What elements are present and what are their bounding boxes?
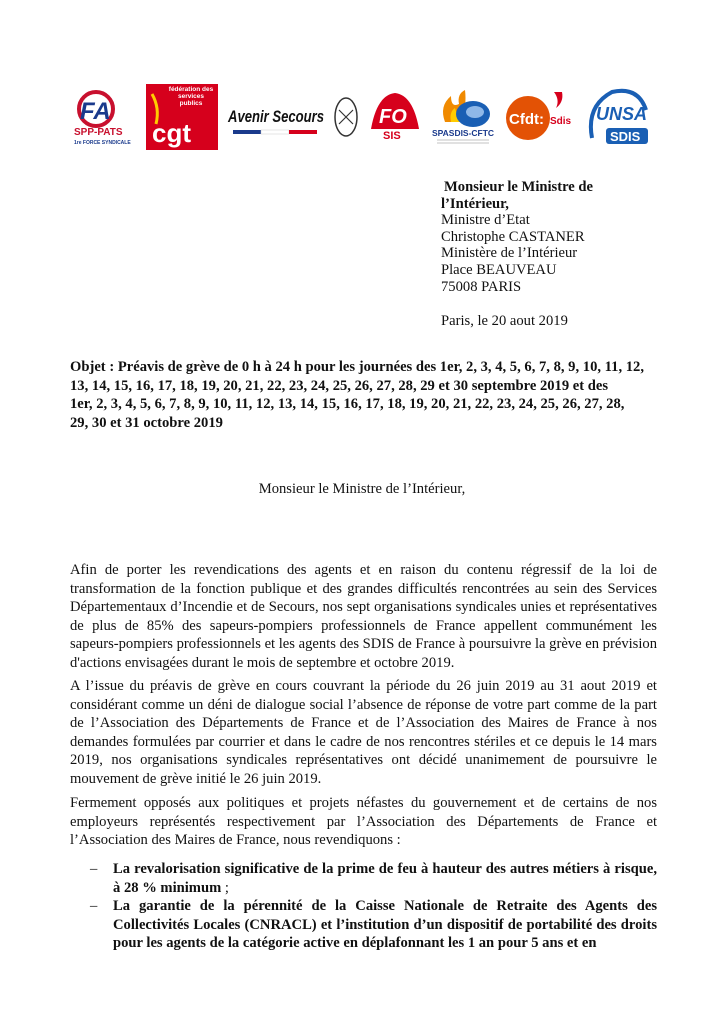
cfdt-sdis-logo xyxy=(504,86,574,148)
recipient-function: Ministre d’Etat xyxy=(441,212,530,229)
body-paragraph: Fermement opposés aux politiques et projets néfastes du gouvernement et de certains de nos employeurs représentés respectivement par l’Association des Départements de France et l’Association des Maires de France, nous revendiquons : xyxy=(70,795,657,848)
subject-line: 29, 30 et 31 octobre 2019 xyxy=(70,414,223,431)
spasdis-cftc-logo xyxy=(431,86,495,148)
demand-text: La revalorisation significative de la prime de feu à hauteur des autres métiers à risque, à 28 % minimum xyxy=(113,861,657,896)
round-emblem-logo xyxy=(333,92,359,142)
recipient-address-block xyxy=(441,179,593,330)
subject-line: 13, 14, 15, 16, 17, 18, 19, 20, 21, 22, 23, 24, 25, 26, 27, 28, 29 et 30 septembre 2019 et des xyxy=(70,377,609,394)
spasdis-cftc-logo-text: SPASDIS-CFTC xyxy=(432,128,495,138)
union-logos-banner xyxy=(72,84,652,150)
letter-salutation: Monsieur le Ministre de l’Intérieur, xyxy=(258,481,466,497)
body-paragraph: Afin de porter les revendications des agents et en raison du contenu régressif de la loi de transformation de la fonction publique et des grandes difficultés rencontrées au sein des Services Départementaux d’Incendie et de Secours, nos sept organisations syndicales unies et représentatives de plus de 85% des sapeurs-pompiers professionnels de France appellent communément les sapeurs-pompiers professionnels et les agents des SDIS de France à poursuivre la grève en prévision d'actions envisagées durant le mois de septembre et octobre 2019. xyxy=(70,562,657,671)
demand-text: La garantie de la pérennité de la Caisse Nationale de Retraite des Agents des Collectivités Locales (CNRACL) et l’institution d’un dispositif de portabilité des droits pour les agents de la catégorie active en déplafonnant les 1 an pour 5 ans et en xyxy=(113,898,657,951)
cfdt-logo-text: Cfdt: xyxy=(508,111,544,128)
letter-subject xyxy=(70,358,660,432)
demand-suffix: ; xyxy=(221,879,229,896)
avenir-secours-logo xyxy=(227,92,325,142)
spp-pats-logo-text: SPP-PATS xyxy=(74,127,123,138)
recipient-postcode-city: 75008 PARIS xyxy=(441,278,522,295)
sis-logo-text: SIS xyxy=(383,130,401,142)
cgt-logo xyxy=(146,84,218,150)
subject-line: 1er, 2, 3, 4, 5, 6, 7, 8, 9, 10, 11, 12, 13, 14, 15, 16, 17, 18, 19, 20, 21, 22, 23, 24, 25, 26, 27, 28, xyxy=(70,396,625,412)
demand-item xyxy=(70,897,657,953)
recipient-name: Christophe CASTANER xyxy=(441,228,585,245)
avenir-secours-logo-text: Avenir Secours xyxy=(226,107,324,126)
recipient-ministry: Ministère de l’Intérieur xyxy=(441,245,578,262)
cfdt-sdis-text: Sdis xyxy=(549,116,571,127)
demands-list xyxy=(70,860,657,953)
fo-logo-text: FO xyxy=(379,106,407,128)
subject-line: Objet : Préavis de grève de 0 h à 24 h pour les journées des 1er, 2, 3, 4, 5, 6, 7, 8, 9, 10, 11, 12, xyxy=(70,359,644,375)
demand-item xyxy=(70,860,657,897)
cgt-logo-text: cgt xyxy=(152,118,192,148)
force-syndicale-text: 1re FORCE SYNDICALE xyxy=(74,140,131,146)
letter-date: Paris, le 20 aout 2019 xyxy=(441,313,568,330)
fa-logo-text: FA xyxy=(80,98,111,125)
recipient-title-line2: l’Intérieur, xyxy=(441,195,509,212)
dash-bullet: – xyxy=(90,898,98,914)
cgt-federation-text: fédération des services publics xyxy=(169,86,214,107)
unsa-logo-text: UNSA xyxy=(595,104,647,124)
body-paragraph: A l’issue du préavis de grève en cours couvrant la période du 26 juin 2019 au 31 aout 2019 et considérant comme un déni de dialogue social l’absence de réponse de votre part comme de la part de l’Association des Départements de France et de l’Association des Maires de France à nos demandes formulées par courrier et dans le cadre de nos rencontres stériles et ce depuis le 14 mars 2019, nos organisations syndicales représentatives ont décidé unanimement de poursuivre le mouvement de grève initié le 26 juin 2019. xyxy=(70,678,657,787)
recipient-street: Place BEAUVEAU xyxy=(441,261,557,278)
dash-bullet: – xyxy=(90,861,98,877)
fa-spp-pats-logo xyxy=(72,87,138,147)
unsa-sdis-text: SDIS xyxy=(609,129,641,144)
unsa-sdis-logo xyxy=(582,86,652,148)
fo-sis-logo xyxy=(367,89,423,145)
recipient-title-line1: Monsieur le Ministre de xyxy=(444,179,594,195)
